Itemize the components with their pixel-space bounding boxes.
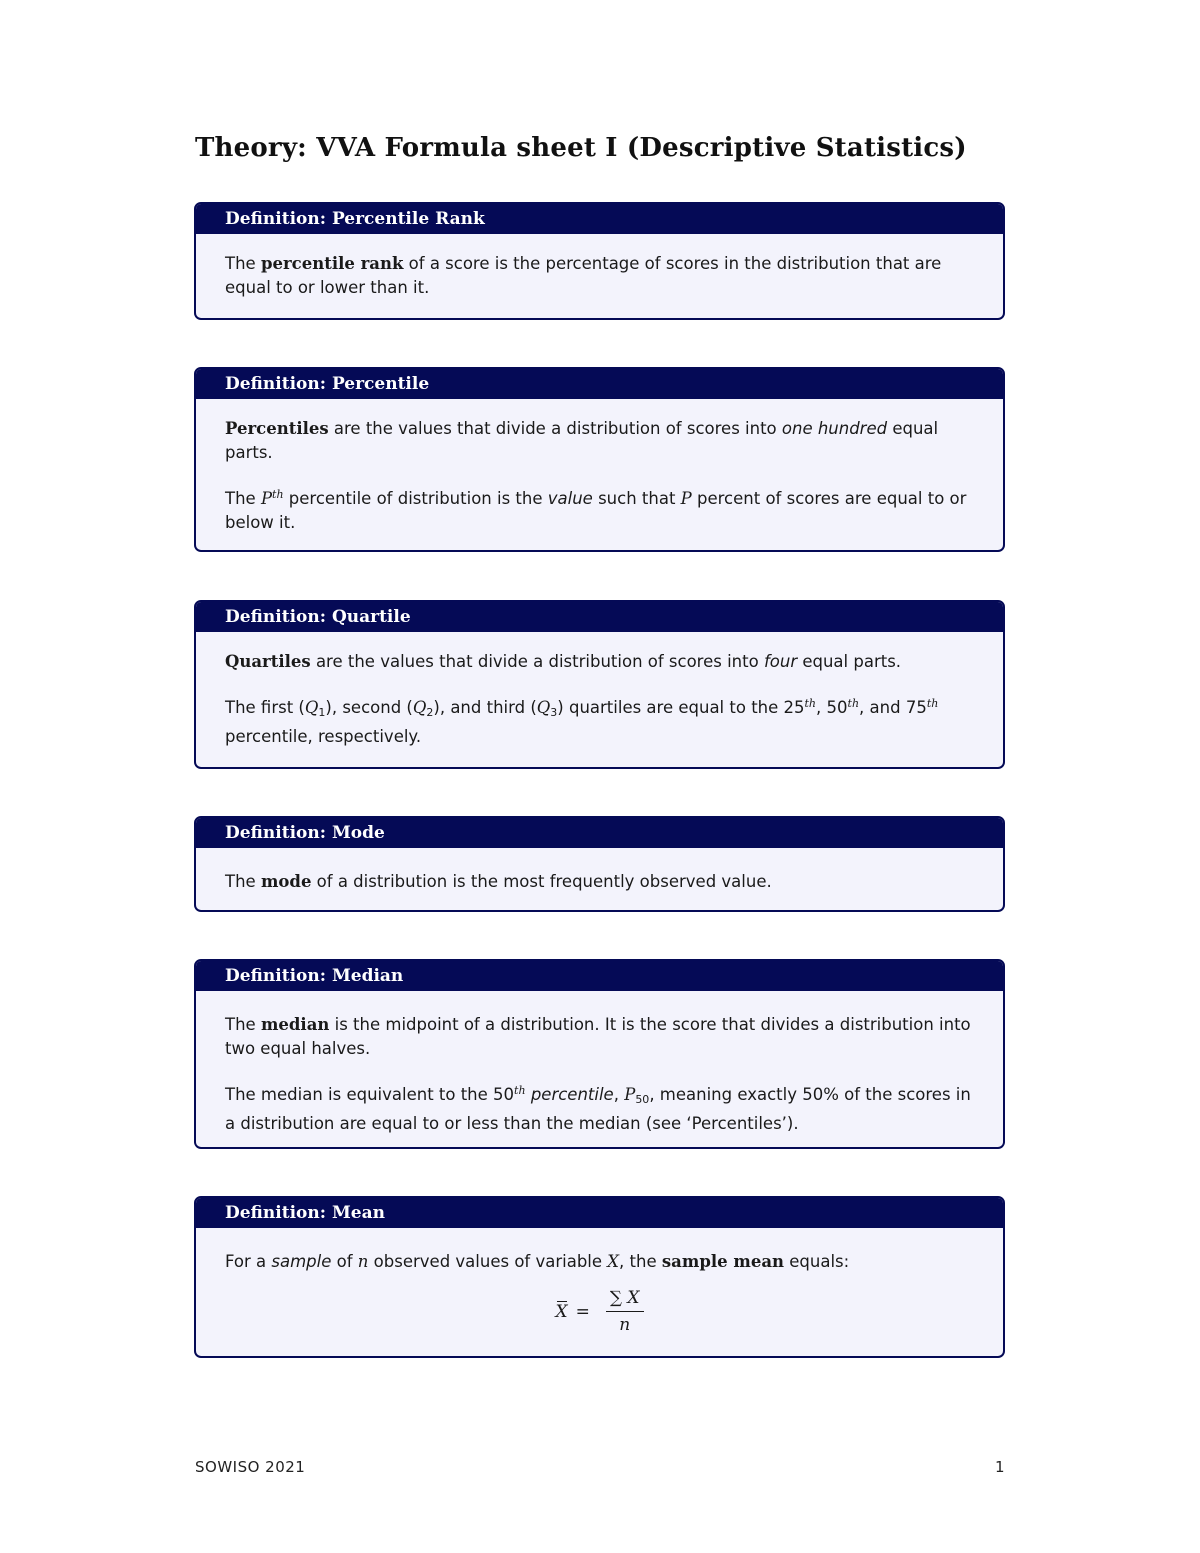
text: ) quartiles are equal to the 25 <box>557 698 805 717</box>
term-sample-mean: sample mean <box>661 1252 785 1271</box>
text: ), second ( <box>325 698 413 717</box>
text: is the midpoint of a distribution. It is the score that divides a distribution into two equal halves. <box>225 1015 971 1058</box>
text: are the values that divide a distribution of scores into <box>310 652 764 671</box>
superscript: th <box>847 697 860 710</box>
text: ), and third ( <box>433 698 537 717</box>
fraction <box>606 1286 644 1337</box>
text: of a score is the percentage of scores in the distribution that are equal to or lower than it. <box>225 254 942 297</box>
fraction-denominator: n <box>619 1315 631 1335</box>
paragraph <box>225 1079 974 1136</box>
text: four <box>763 652 798 671</box>
mean-formula <box>225 1286 974 1337</box>
term-mode: mode <box>260 872 312 891</box>
box-body <box>196 1228 1003 1337</box>
fraction-numerator: ∑ X <box>606 1286 644 1312</box>
text: The <box>225 489 261 508</box>
text: The first ( <box>225 698 305 717</box>
superscript: th <box>926 697 939 710</box>
box-heading: Definition: Mode <box>196 818 1003 848</box>
text: The <box>225 254 261 273</box>
text: The <box>225 872 261 891</box>
math-var: P <box>680 489 692 508</box>
text: The median is equivalent to the 50 <box>225 1085 515 1104</box>
text: percentile <box>530 1085 614 1104</box>
text: are the values that divide a distribution of scores into <box>328 419 782 438</box>
math-var: n <box>357 1252 369 1271</box>
math-var: P <box>260 489 273 508</box>
text: The <box>225 1015 261 1034</box>
definition-box-quartile <box>194 600 1005 769</box>
paragraph <box>225 483 974 535</box>
page-number: 1 <box>995 1458 1005 1476</box>
text: sample <box>271 1252 332 1271</box>
math-var: Q <box>304 698 319 717</box>
subscript: 1 <box>318 706 326 719</box>
text: percent of scores are equal to or below it. <box>225 489 967 532</box>
paragraph <box>225 1013 974 1061</box>
box-body <box>196 399 1003 535</box>
subscript: 3 <box>550 706 558 719</box>
box-heading: Definition: Percentile <box>196 369 1003 399</box>
x-bar: X <box>555 1301 568 1322</box>
text: equal parts. <box>225 419 939 462</box>
paragraph <box>225 650 974 674</box>
math-var: X <box>607 1252 620 1271</box>
text: of a distribution is the most frequently observed value. <box>311 872 772 891</box>
text: one hundred <box>781 419 888 438</box>
math-var: Q <box>536 698 551 717</box>
footer-copyright: SOWISO 2021 <box>195 1458 306 1476</box>
definition-box-percentile-rank <box>194 202 1005 320</box>
text: observed values of variable <box>368 1252 608 1271</box>
text: , the <box>619 1252 662 1271</box>
term-percentile-rank: percentile rank <box>260 254 404 273</box>
definition-box-mean <box>194 1196 1005 1358</box>
page-title: Theory: VVA Formula sheet I (Descriptive Statistics) <box>195 133 967 163</box>
box-body <box>196 632 1003 749</box>
superscript: th <box>272 488 284 501</box>
box-body <box>196 848 1003 894</box>
box-heading: Definition: Mean <box>196 1198 1003 1228</box>
definition-box-median <box>194 959 1005 1149</box>
term-percentiles: Percentiles <box>225 419 329 438</box>
text: equals: <box>784 1252 850 1271</box>
text: , meaning exactly 50% of the scores in a distribution are equal to or less than the median (see ‘Percentiles’). <box>225 1085 971 1133</box>
definition-box-mode <box>194 816 1005 912</box>
definition-box-percentile <box>194 367 1005 552</box>
superscript: th <box>804 697 817 710</box>
text: equal parts. <box>797 652 902 671</box>
math-var: Q <box>412 698 427 717</box>
box-body <box>196 991 1003 1136</box>
box-body <box>196 234 1003 300</box>
text: value <box>547 489 593 508</box>
box-heading: Definition: Percentile Rank <box>196 204 1003 234</box>
equals-sign: = <box>575 1301 590 1322</box>
paragraph <box>225 870 974 894</box>
paragraph <box>225 417 974 465</box>
text: , 50 <box>816 698 848 717</box>
text: such that <box>592 489 681 508</box>
superscript: th <box>514 1084 526 1097</box>
text: percentile, respectively. <box>225 727 422 746</box>
term-median: median <box>260 1015 330 1034</box>
box-heading: Definition: Median <box>196 961 1003 991</box>
math-var: P <box>624 1085 636 1104</box>
paragraph <box>225 692 974 749</box>
text: percentile of distribution is the <box>283 489 548 508</box>
paragraph <box>225 252 974 300</box>
subscript: 2 <box>426 706 434 719</box>
text: , and 75 <box>859 698 927 717</box>
text: of <box>331 1252 358 1271</box>
paragraph <box>225 1250 974 1274</box>
text: For a <box>225 1252 272 1271</box>
text: , <box>613 1085 625 1104</box>
subscript: 50 <box>635 1093 650 1106</box>
term-quartiles: Quartiles <box>225 652 311 671</box>
box-heading: Definition: Quartile <box>196 602 1003 632</box>
